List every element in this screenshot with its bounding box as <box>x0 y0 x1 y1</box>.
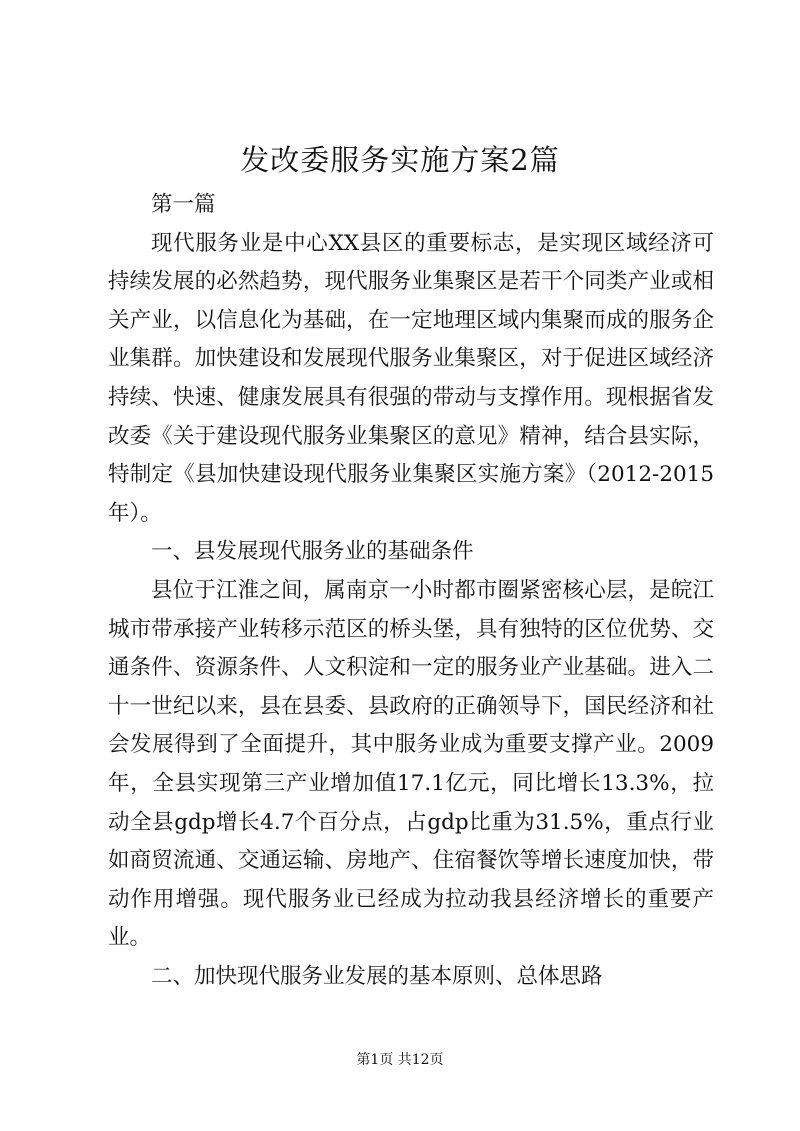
body-paragraph-intro: 现代服务业是中心XX县区的重要标志，是实现区域经济可持续发展的必然趋势，现代服务业集聚区是若干个同类产业或相关产业，以信息化为基础，在一定地理区域内集聚而成的服务企业集群。加快建设和发展现代服务业集聚区，对于促进区域经济持续、快速、健康发展具有很强的带动与支撑作用。现根据省发改委《关于建设现代服务业集聚区的意见》精神，结合县实际，特制定《县加快建设现代服务业集聚区实施方案》（2012-2015年）。 <box>108 230 714 526</box>
section-heading-principles: 二、加快现代服务业发展的基本原则、总体思路 <box>151 963 603 989</box>
page-number-footer: 第1页 共12页 <box>356 1052 444 1068</box>
body-paragraph-conditions: 县位于江淮之间，属南京一小时都市圈紧密核心层，是皖江城市带承接产业转移示范区的桥头堡，具有独特的区位优势、交通条件、资源条件、人文积淀和一定的服务业产业基础。进入二十一世纪以来，县在县委、县政府的正确领导下，国民经济和社会发展得到了全面提升，其中服务业成为重要支撑产业。2009年，全县实现第三产业增加值17.1亿元，同比增长13.3%，拉动全县gdp增长4.7个百分点，占gdp比重为31.5%，重点行业如商贸流通、交通运输、房地产、住宿餐饮等增长速度加快，带动作用增强。现代服务业已经成为拉动我县经济增长的重要产业。 <box>108 577 714 951</box>
document-title: 发改委服务实施方案2篇 <box>240 143 560 177</box>
document-body <box>108 186 714 996</box>
section-heading-first-part: 第一篇 <box>151 192 216 217</box>
section-heading-basic-conditions: 一、县发展现代服务业的基础条件 <box>151 539 474 565</box>
